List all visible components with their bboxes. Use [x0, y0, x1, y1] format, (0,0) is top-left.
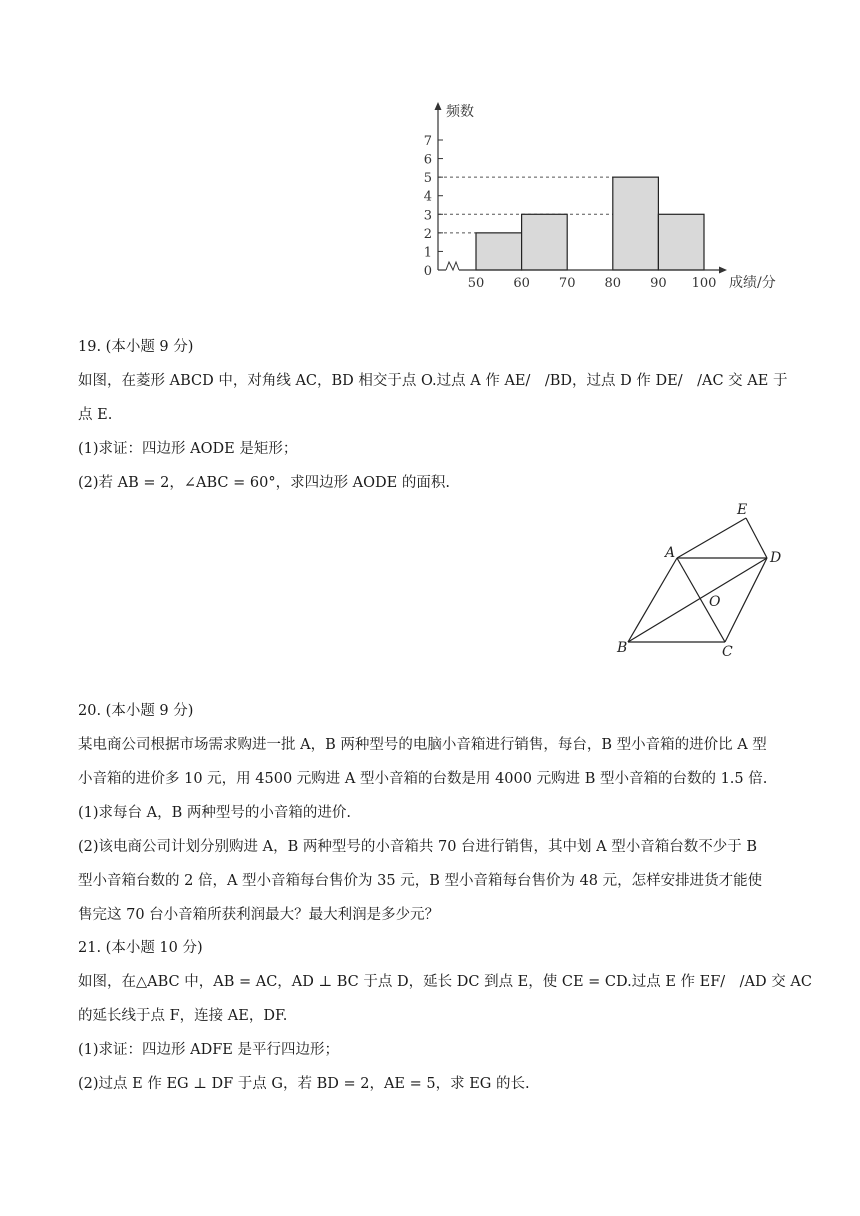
y-tick-label-5: 5	[423, 171, 432, 187]
segment-ab	[628, 558, 677, 642]
segment-ae	[677, 518, 746, 558]
axis-break-mark	[446, 262, 459, 270]
x-tick-label-60: 60	[513, 276, 530, 291]
q19-header: 19. (本小题 9 分)	[78, 339, 194, 355]
q20-part-2-line-3: 售完这 70 台小音箱所获利润最大？最大利润是多少元？	[78, 907, 440, 923]
x-tick-label-70: 70	[558, 276, 576, 291]
y-axis-arrow	[435, 102, 442, 110]
y-tick-label-1: 1	[423, 245, 432, 261]
segment-de	[746, 518, 767, 558]
q21-text-line-1: 如图，在△ABC 中，AB = AC，AD ⊥ BC 于点 D，延长 DC 到点 E，使 CE = CD.过点 E 作 EF/ /AD 交 AC	[78, 974, 812, 990]
q20-part-2-line-1: (2)该电商公司计划分别购进 A，B 两种型号的小音箱共 70 台进行销售，其中划 A 型小音箱台数不少于 B	[78, 839, 758, 855]
label-e: E	[737, 502, 748, 518]
q19-text-line-2: 点 E.	[78, 407, 113, 423]
rhombus-svg	[605, 497, 795, 662]
q19-text-line-1: 如图，在菱形 ABCD 中，对角线 AC，BD 相交于点 O.过点 A 作 AE/ /BD，过点 D 作 DE/ /AC 交 AE 于	[78, 373, 788, 389]
x-axis-arrow	[719, 267, 727, 274]
y-tick-labels	[424, 134, 443, 279]
x-axis-label: 成绩/分	[729, 275, 776, 291]
x-tick-label-90: 90	[650, 276, 667, 291]
y-tick-label-3: 3	[423, 208, 432, 224]
label-b: B	[617, 640, 628, 656]
x-tick-label-100: 100	[691, 276, 717, 291]
q20-text-line-1: 某电商公司根据市场需求购进一批 A，B 两种型号的电脑小音箱进行销售，每台，B 型小音箱的进价比 A 型	[78, 737, 767, 753]
q19-part-2: (2)若 AB = 2，∠ABC = 60°，求四边形 AODE 的面积.	[78, 475, 450, 491]
q20-header: 20. (本小题 9 分)	[78, 703, 194, 719]
histogram-bar-60-70	[522, 214, 568, 270]
x-tick-label-50: 50	[467, 276, 485, 291]
question-21	[78, 931, 812, 1101]
y-axis-label: 频数	[446, 104, 474, 120]
histogram-bars	[476, 177, 704, 270]
q20-part-2-line-2: 型小音箱台数的 2 倍，A 型小音箱每台售价为 35 元，B 型小音箱每台售价为 48 元，怎样安排进货才能使	[78, 873, 763, 889]
q21-header: 21. (本小题 10 分)	[78, 940, 203, 956]
label-a: A	[665, 545, 676, 561]
q20-text-line-2: 小音箱的进价多 10 元，用 4500 元购进 A 型小音箱的台数是用 4000 元购进 B 型小音箱的台数的 1.5 倍.	[78, 771, 768, 787]
y-tick-label-4: 4	[423, 189, 432, 205]
y-tick-label-7: 7	[423, 134, 432, 149]
histogram-bar-80-90	[613, 177, 659, 270]
label-c: C	[722, 644, 733, 660]
label-d: D	[770, 550, 782, 566]
y-tick-label-2: 2	[423, 226, 432, 242]
histogram-bar-50-60	[476, 233, 522, 270]
histogram-bar-90-100	[658, 214, 704, 270]
q19-part-1: (1)求证：四边形 AODE 是矩形；	[78, 441, 298, 457]
y-tick-label-0: 0	[423, 264, 432, 279]
x-tick-labels	[468, 276, 717, 291]
q20-part-1: (1)求每台 A，B 两种型号的小音箱的进价.	[78, 805, 351, 821]
question-19	[78, 330, 788, 500]
x-tick-label-80: 80	[604, 276, 622, 291]
histogram-svg	[418, 98, 798, 298]
label-o: O	[709, 594, 721, 610]
q21-part-1: (1)求证：四边形 ADFE 是平行四边形；	[78, 1042, 339, 1058]
rhombus-figure	[605, 497, 795, 662]
q21-part-2: (2)过点 E 作 EG ⊥ DF 于点 G，若 BD = 2，AE = 5，求 EG 的长.	[78, 1076, 530, 1092]
question-20	[78, 694, 788, 932]
frequency-histogram	[418, 98, 798, 298]
y-tick-label-6: 6	[423, 152, 432, 168]
q21-text-line-2: 的延长线于点 F，连接 AE，DF.	[78, 1008, 288, 1024]
